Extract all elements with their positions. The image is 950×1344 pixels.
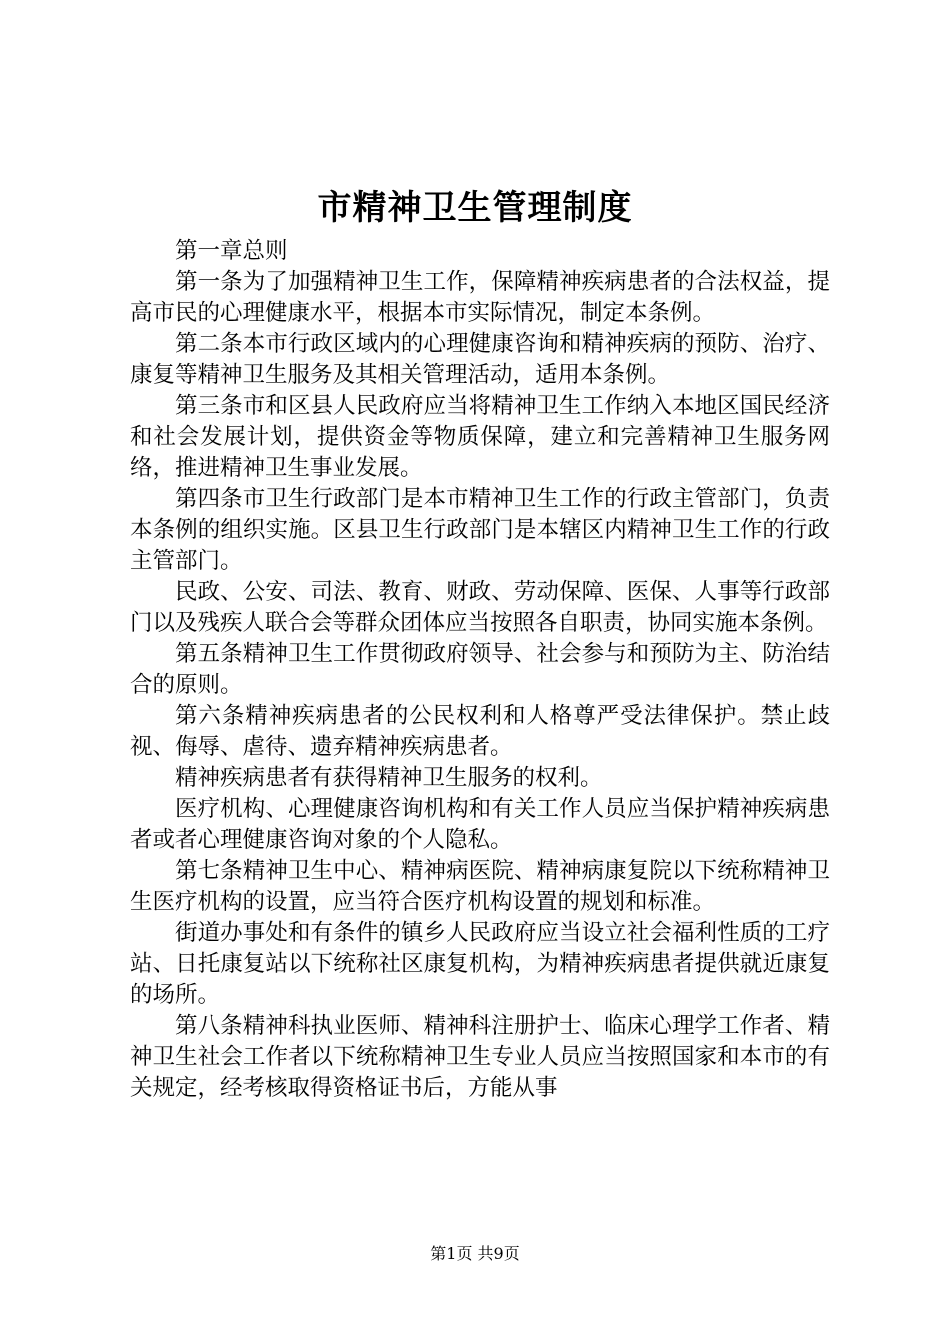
paragraph: 医疗机构、心理健康咨询机构和有关工作人员应当保护精神疾病患者或者心理健康咨询对象的个人隐私。 <box>130 796 830 853</box>
paragraph: 第三条市和区县人民政府应当将精神卫生工作纳入本地区国民经济和社会发展计划，提供资金等物质保障，建立和完善精神卫生服务网络，推进精神卫生事业发展。 <box>130 393 830 481</box>
paragraph: 第二条本市行政区域内的心理健康咨询和精神疾病的预防、治疗、康复等精神卫生服务及其相关管理活动，适用本条例。 <box>130 331 830 388</box>
paragraph: 第七条精神卫生中心、精神病医院、精神病康复院以下统称精神卫生医疗机构的设置，应当符合医疗机构设置的规划和标准。 <box>130 858 830 915</box>
paragraph: 精神疾病患者有获得精神卫生服务的权利。 <box>175 765 603 791</box>
document-body <box>130 236 830 1104</box>
paragraph: 第八条精神科执业医师、精神科注册护士、临床心理学工作者、精神卫生社会工作者以下统称精神卫生专业人员应当按照国家和本市的有关规定，经考核取得资格证书后，方能从事 <box>130 1013 830 1101</box>
paragraph: 第六条精神疾病患者的公民权利和人格尊严受法律保护。禁止歧视、侮辱、虐待、遗弃精神疾病患者。 <box>130 703 830 760</box>
paragraph: 第四条市卫生行政部门是本市精神卫生工作的行政主管部门，负责本条例的组织实施。区县卫生行政部门是本辖区内精神卫生工作的行政主管部门。 <box>130 486 830 574</box>
chapter-heading: 第一章总则 <box>175 238 288 264</box>
paragraph: 第一条为了加强精神卫生工作，保障精神疾病患者的合法权益，提高市民的心理健康水平，根据本市实际情况，制定本条例。 <box>130 269 830 326</box>
paragraph: 民政、公安、司法、教育、财政、劳动保障、医保、人事等行政部门以及残疾人联合会等群众团体应当按照各自职责，协同实施本条例。 <box>130 579 830 636</box>
page-number-footer: 第1页 共9页 <box>430 1244 520 1263</box>
paragraph: 第五条精神卫生工作贯彻政府领导、社会参与和预防为主、防治结合的原则。 <box>130 641 830 698</box>
paragraph: 街道办事处和有条件的镇乡人民政府应当设立社会福利性质的工疗站、日托康复站以下统称社区康复机构，为精神疾病患者提供就近康复的场所。 <box>130 920 830 1008</box>
document-title: 市精神卫生管理制度 <box>317 188 633 228</box>
